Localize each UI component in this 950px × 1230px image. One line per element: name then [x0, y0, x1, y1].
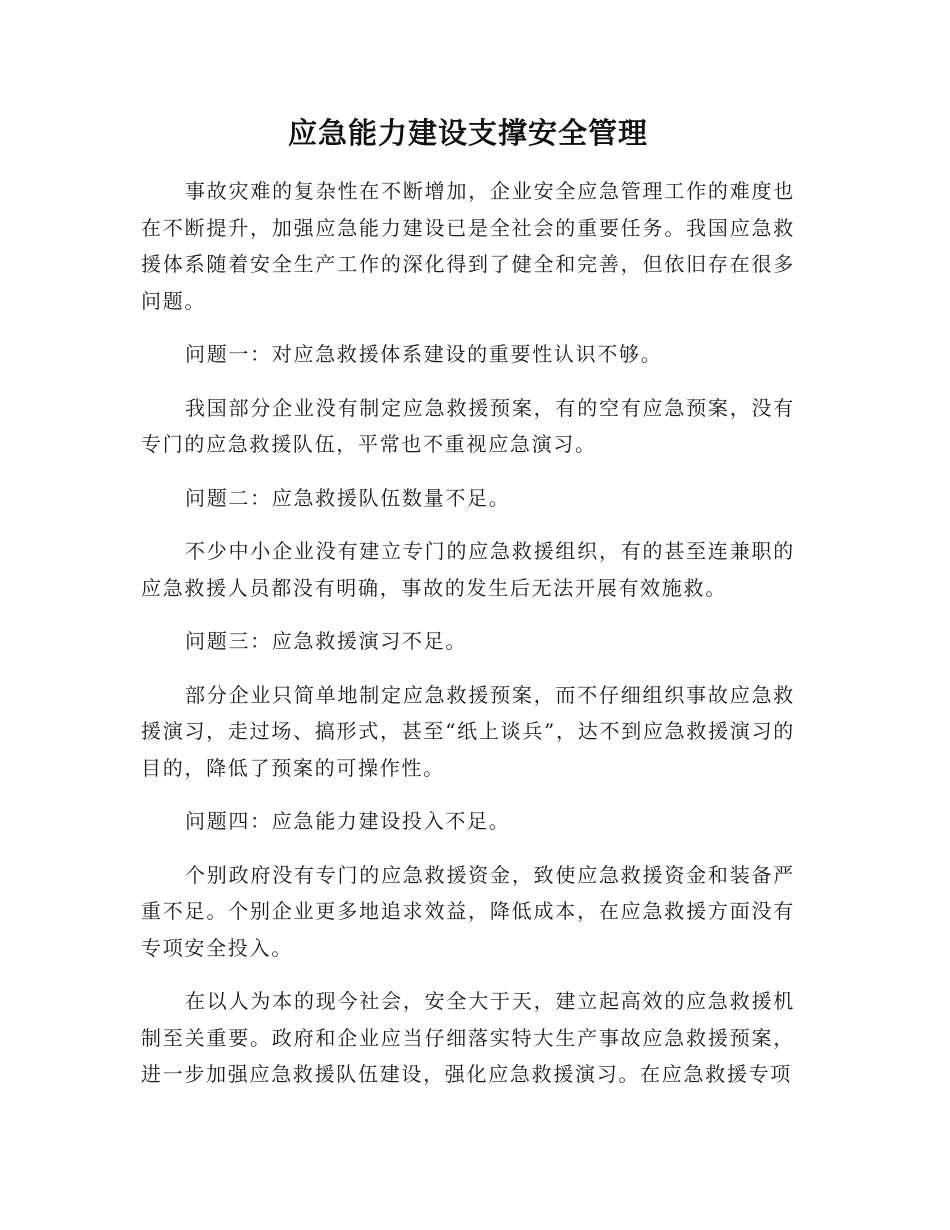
problem-one-text: 我国部分企业没有制定应急救援预案，有的空有应急预案，没有专门的应急救援队伍，平常也不重视应急演习。 [141, 395, 795, 456]
problem-four-heading: 问题四：应急能力建设投入不足。 [185, 809, 511, 833]
problem-three-heading: 问题三：应急救援演习不足。 [185, 629, 468, 653]
problem-three-text: 部分企业只简单地制定应急救援预案，而不仔细组织事故应急救援演习，走过场、搞形式，甚至“纸上谈兵”，达不到应急救援演习的目的，降低了预案的可操作性。 [141, 682, 795, 780]
problem-one-heading: 问题一：对应急救援体系建设的重要性认识不够。 [185, 342, 663, 366]
document-title: 应急能力建设支撑安全管理 [287, 116, 648, 150]
paragraph-intro: 事故灾难的复杂性在不断增加，企业安全应急管理工作的难度也在不断提升，加强应急能力建设已是全社会的重要任务。我国应急救援体系随着安全生产工作的深化得到了健全和完善，但依旧存在很多问题。 [141, 179, 795, 313]
paragraph-conclusion: 在以人为本的现今社会，安全大于天，建立起高效的应急救援机制至关重要。政府和企业应当仔细落实特大生产事故应急救援预案，进一步加强应急救援队伍建设，强化应急救援演习。在应急救援专项 [141, 989, 795, 1086]
problem-four-text: 个别政府没有专门的应急救援资金，致使应急救援资金和装备严重不足。个别企业更多地追求效益，降低成本，在应急救援方面没有专项安全投入。 [141, 862, 795, 960]
document-page [141, 110, 795, 1110]
problem-two-text: 不少中小企业没有建立专门的应急救援组织，有的甚至连兼职的应急救援人员都没有明确，事故的发生后无法开展有效施救。 [141, 539, 795, 600]
problem-two-heading: 问题二：应急救援队伍数量不足。 [185, 485, 511, 510]
